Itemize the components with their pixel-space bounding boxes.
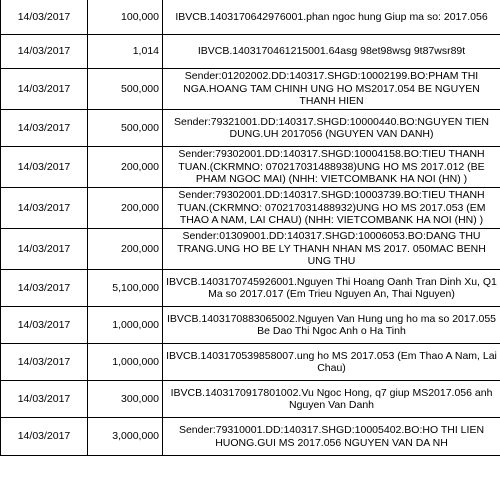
date-cell: 14/03/2017 — [1, 147, 88, 188]
amount-cell: 1,000,000 — [88, 307, 163, 344]
date-cell: 14/03/2017 — [1, 188, 88, 229]
description-cell: Sender:79302001.DD:140317.SHGD:10004158.BO:TIEU THANH TUAN.(CKRMNO: 070217031488938)UNG HO MS 2017.012 (BE PHAM NGOC MAI) (NHH: VIETCOMBANK HA NOI (HN) ) — [163, 147, 500, 188]
amount-cell: 200,000 — [88, 229, 163, 270]
amount-cell: 1,000,000 — [88, 344, 163, 381]
description-cell: IBVCB.1403170539858007.ung ho MS 2017.053 (Em Thao A Nam, Lai Chau) — [163, 344, 500, 381]
amount-cell: 100,000 — [88, 0, 163, 35]
table-row — [1, 69, 500, 110]
date-cell: 14/03/2017 — [1, 344, 88, 381]
date-cell: 14/03/2017 — [1, 270, 88, 307]
date-cell: 14/03/2017 — [1, 110, 88, 147]
date-cell: 14/03/2017 — [1, 418, 88, 456]
amount-cell: 200,000 — [88, 147, 163, 188]
amount-cell: 500,000 — [88, 110, 163, 147]
table-row — [1, 270, 500, 307]
description-cell: Sender:79302001.DD:140317.SHGD:10003739.BO:TIEU THANH TUAN.(CKRMNO: 070217031488932)UNG HO MS 2017.053 (EM THAO A NAM, LAI CHAU) (NHH: VIETCOMBANK HA NOI (HN) ) — [163, 188, 500, 229]
amount-cell: 3,000,000 — [88, 418, 163, 456]
description-cell: Sender:79310001.DD:140317.SHGD:10005402.BO:HO THI LIEN HUONG.GUI MS 2017.056 NGUYEN VAN DA NH — [163, 418, 500, 456]
table-row — [1, 381, 500, 418]
description-cell: IBVCB.1403170642976001.phan ngoc hung Giup ma so: 2017.056 — [163, 0, 500, 35]
description-cell: Sender:79321001.DD:140317.SHGD:10000440.BO:NGUYEN TIEN DUNG.UH 2017056 (NGUYEN VAN DANH) — [163, 110, 500, 147]
description-cell: IBVCB.1403170883065002.Nguyen Van Hung ung ho ma so 2017.055 Be Dao Thi Ngoc Anh o Ha Tinh — [163, 307, 500, 344]
description-cell: IBVCB.1403170461215001.64asg 98et98wsg 9t87wsr89t — [163, 35, 500, 69]
description-cell: Sender:01309001.DD:140317.SHGD:10006053.BO:DANG THU TRANG.UNG HO BE LY THANH NHAN MS 2017. 050MAC BENH UNG THU — [163, 229, 500, 270]
amount-cell: 1,014 — [88, 35, 163, 69]
amount-cell: 500,000 — [88, 69, 163, 110]
table-row — [1, 344, 500, 381]
date-cell: 14/03/2017 — [1, 35, 88, 69]
amount-cell: 5,100,000 — [88, 270, 163, 307]
description-cell: IBVCB.1403170917801002.Vu Ngoc Hong, q7 giup MS2017.056 anh Nguyen Van Danh — [163, 381, 500, 418]
amount-cell: 300,000 — [88, 381, 163, 418]
table-row — [1, 147, 500, 188]
table-row — [1, 307, 500, 344]
date-cell: 14/03/2017 — [1, 381, 88, 418]
table-row — [1, 0, 500, 35]
table-row — [1, 35, 500, 69]
date-cell: 14/03/2017 — [1, 69, 88, 110]
amount-cell: 200,000 — [88, 188, 163, 229]
date-cell: 14/03/2017 — [1, 229, 88, 270]
transaction-table-body — [1, 0, 500, 456]
table-row — [1, 110, 500, 147]
table-row — [1, 418, 500, 456]
description-cell: IBVCB.1403170745926001.Nguyen Thi Hoang Oanh Tran Dinh Xu, Q1 Ma so 2017.017 (Em Trieu Nguyen An, Thai Nguyen) — [163, 270, 500, 307]
table-row — [1, 229, 500, 270]
date-cell: 14/03/2017 — [1, 307, 88, 344]
description-cell: Sender:01202002.DD:140317.SHGD:10002199.BO:PHAM THI NGA.HOANG TAM CHINH UNG HO MS2017.054 BE NGUYEN THANH HIEN — [163, 69, 500, 110]
table-row — [1, 188, 500, 229]
date-cell: 14/03/2017 — [1, 0, 88, 35]
